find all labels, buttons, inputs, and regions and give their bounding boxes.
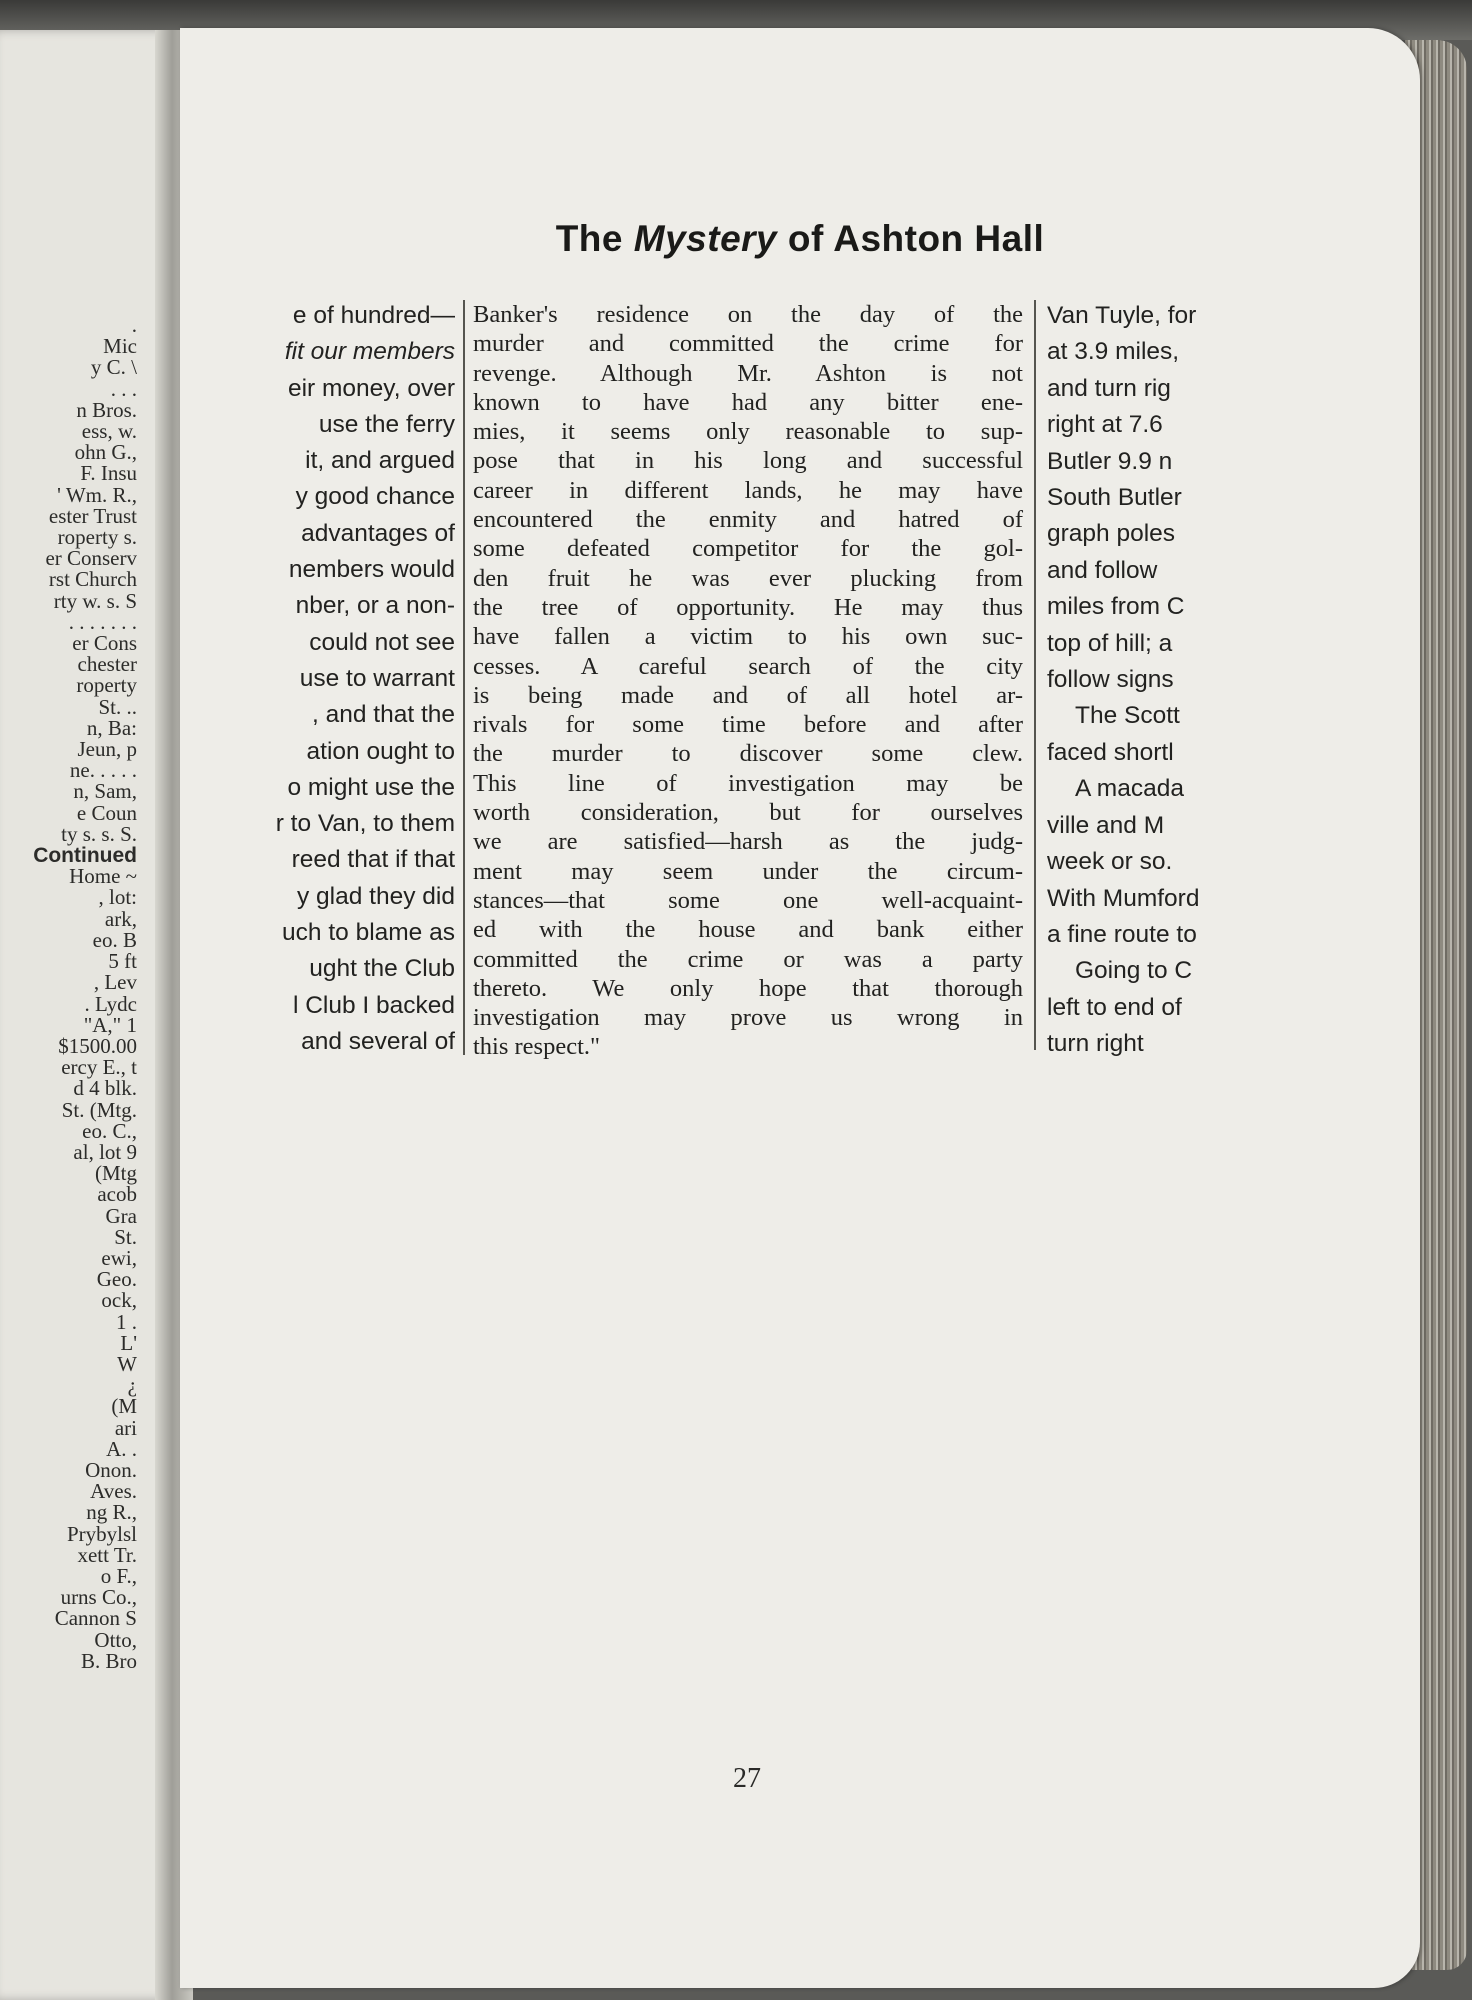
middle-column-line: cesses. A careful search of the city bbox=[473, 652, 1023, 680]
left-column-line: reed that if that bbox=[291, 846, 455, 874]
middle-column-line: This line of investigation may be bbox=[473, 769, 1023, 797]
left-page-line: ercy E., t bbox=[61, 1055, 137, 1080]
left-column-line: ught the Club bbox=[309, 955, 455, 983]
middle-text-column bbox=[473, 300, 1023, 1062]
left-page-line: ewi, bbox=[101, 1245, 137, 1270]
title-italic-word: Mystery bbox=[633, 218, 778, 259]
left-page-line: St. bbox=[114, 1224, 137, 1249]
left-page-line: L' bbox=[120, 1330, 137, 1355]
left-column-line: use the ferry bbox=[318, 410, 455, 438]
left-page-line: ng R., bbox=[86, 1500, 137, 1525]
middle-column-line: den fruit he was ever plucking from bbox=[473, 564, 1023, 592]
left-page-line: , lot: bbox=[98, 885, 137, 910]
left-page-line: . bbox=[131, 313, 137, 337]
left-page-line: Cannon S bbox=[54, 1606, 137, 1631]
left-column-line: l Club I backed bbox=[292, 991, 455, 1019]
middle-column-line: have fallen a victim to his own suc- bbox=[473, 623, 1023, 651]
left-page-line: St. (Mtg. bbox=[61, 1097, 137, 1122]
left-column-line: use to warrant bbox=[299, 664, 455, 692]
left-column-line: r to Van, to them bbox=[275, 810, 455, 838]
middle-column-line: is being made and of all hotel ar- bbox=[473, 681, 1023, 709]
middle-column-line: the murder to discover some clew. bbox=[473, 740, 1023, 768]
left-page-text-column bbox=[0, 315, 137, 1672]
right-column-line: top of hill; a bbox=[1047, 629, 1173, 657]
middle-column-line: mies, it seems only reasonable to sup- bbox=[473, 418, 1023, 446]
left-page-line: , Lev bbox=[93, 970, 137, 995]
right-column-line: left to end of bbox=[1047, 993, 1182, 1021]
left-page-line: xett Tr. bbox=[77, 1542, 137, 1567]
left-page-line: Jeun, p bbox=[77, 737, 137, 762]
left-page-line: ' Wm. R., bbox=[57, 482, 137, 507]
right-column-line: and follow bbox=[1047, 556, 1158, 584]
left-page-line: y C. \ bbox=[90, 355, 137, 380]
right-column-line: The Scott bbox=[1075, 702, 1180, 730]
left-page-line: o F., bbox=[100, 1563, 137, 1588]
left-column-line: ation ought to bbox=[306, 737, 455, 765]
column-rule-left bbox=[463, 300, 465, 1055]
middle-column-line: pose that in his long and successful bbox=[473, 447, 1023, 475]
left-page-line: er Conserv bbox=[45, 546, 137, 571]
title-prefix: The bbox=[555, 218, 634, 259]
left-page-line: n, Ba: bbox=[86, 715, 137, 740]
right-text-column bbox=[1047, 298, 1207, 1063]
right-column-line: miles from C bbox=[1047, 593, 1185, 621]
left-column-line: could not see bbox=[309, 628, 455, 656]
left-page-line: "A," 1 bbox=[83, 1012, 137, 1037]
left-page-line: (M bbox=[111, 1394, 137, 1419]
left-page-line: ark, bbox=[104, 906, 137, 931]
left-page-line: roperty s. bbox=[57, 525, 137, 550]
right-column-line: South Butler bbox=[1047, 484, 1182, 512]
left-page-line: al, lot 9 bbox=[73, 1139, 137, 1164]
middle-column-line: ed with the house and bank either bbox=[473, 916, 1023, 944]
left-page-line: A. . bbox=[106, 1436, 137, 1461]
left-page-line: (Mtg bbox=[95, 1161, 137, 1186]
right-column-line: a fine route to bbox=[1047, 920, 1197, 948]
left-column-line: nembers would bbox=[288, 556, 455, 584]
left-page-line: eo. B bbox=[92, 927, 137, 952]
middle-column-line: known to have had any bitter ene- bbox=[473, 388, 1023, 416]
left-page-line: 1 . bbox=[116, 1309, 137, 1334]
left-page-line: Otto, bbox=[94, 1627, 137, 1652]
left-page-line: eo. C., bbox=[82, 1118, 137, 1143]
right-column-line: A macada bbox=[1075, 775, 1184, 803]
left-page-line: ne. . . . . bbox=[69, 758, 137, 783]
left-page-line: Aves. bbox=[90, 1479, 137, 1504]
left-page-line: St. .. bbox=[98, 694, 137, 719]
left-page-line: Mic bbox=[103, 334, 137, 359]
right-column-line: right at 7.6 bbox=[1047, 411, 1163, 439]
right-column-line: turn right bbox=[1047, 1030, 1144, 1058]
left-column-line: fit our members bbox=[284, 338, 455, 366]
left-page-line: er Cons bbox=[72, 631, 137, 656]
right-column-line: faced shortl bbox=[1047, 738, 1174, 766]
left-column-line: uch to blame as bbox=[282, 919, 455, 947]
left-page-line: B. Bro bbox=[80, 1648, 137, 1673]
left-page-line: Home ~ bbox=[69, 864, 137, 889]
left-page-line: e Coun bbox=[76, 800, 137, 825]
left-page-line: Gra bbox=[105, 1203, 137, 1228]
left-page-line: Continued bbox=[33, 844, 137, 868]
right-column-line: Van Tuyle, for bbox=[1047, 302, 1197, 329]
right-column-line: and turn rig bbox=[1047, 374, 1171, 402]
right-column-line: at 3.9 miles, bbox=[1047, 338, 1180, 366]
left-page-line: acob bbox=[97, 1182, 137, 1207]
left-page-line: F. Insu bbox=[80, 461, 137, 486]
middle-column-line: Banker's residence on the day of the bbox=[473, 301, 1023, 328]
left-page-line: rty w. s. S bbox=[53, 588, 137, 613]
middle-column-line: thereto. We only hope that thorough bbox=[473, 974, 1023, 1002]
page-title bbox=[180, 218, 1420, 260]
left-page-line: W bbox=[117, 1351, 137, 1376]
left-page-line: ty s. s. S. bbox=[61, 821, 137, 846]
right-column-line: With Mumford bbox=[1047, 884, 1200, 912]
middle-column-line: investigation may prove us wrong in bbox=[473, 1004, 1023, 1032]
left-page-line: roperty bbox=[76, 673, 137, 698]
left-text-column bbox=[210, 298, 455, 1060]
middle-column-line: encountered the enmity and hatred of bbox=[473, 506, 1023, 534]
left-page-line: urns Co., bbox=[60, 1585, 137, 1610]
column-rule-right bbox=[1034, 300, 1036, 1050]
title-suffix: of Ashton Hall bbox=[777, 218, 1045, 259]
middle-column-line: worth consideration, but for ourselves bbox=[473, 799, 1023, 827]
left-page-line: ohn G., bbox=[74, 440, 137, 465]
right-column-line: follow signs bbox=[1047, 666, 1174, 694]
right-column-line: graph poles bbox=[1047, 520, 1176, 548]
middle-column-line: revenge. Although Mr. Ashton is not bbox=[473, 359, 1023, 387]
left-page-line: ester Trust bbox=[48, 503, 137, 528]
left-column-line: y glad they did bbox=[297, 882, 455, 910]
middle-column-line: stances—that some one well-acquaint- bbox=[473, 886, 1023, 914]
middle-column-line: career in different lands, he may have bbox=[473, 476, 1023, 504]
left-page-line: n, Sam, bbox=[73, 779, 137, 804]
left-page-line: ¿ bbox=[127, 1373, 137, 1398]
left-page-fragment bbox=[0, 30, 175, 2000]
middle-column-line: committed the crime or was a party bbox=[473, 945, 1023, 973]
left-page-line: $1500.00 bbox=[58, 1033, 137, 1058]
left-page-line: . . . bbox=[110, 376, 137, 401]
left-page-line: Prybylsl bbox=[66, 1521, 137, 1546]
left-column-line: nber, or a non- bbox=[295, 592, 455, 620]
middle-column-line: murder and committed the crime for bbox=[473, 330, 1023, 358]
left-page-line: chester bbox=[77, 652, 137, 677]
left-page-line: d 4 blk. bbox=[73, 1076, 137, 1101]
left-column-line: o might use the bbox=[287, 773, 455, 801]
left-column-line: e of hundred— bbox=[292, 302, 455, 329]
left-page-line: ari bbox=[114, 1415, 137, 1440]
left-page-line: . Lydc bbox=[84, 991, 137, 1016]
left-column-line: eir money, over bbox=[287, 374, 455, 402]
left-column-line: advantages of bbox=[301, 519, 455, 547]
left-page-line: n Bros. bbox=[76, 397, 137, 422]
middle-column-line: ment may seem under the circum- bbox=[473, 857, 1023, 885]
right-column-line: Butler 9.9 n bbox=[1047, 447, 1173, 475]
right-column-line: ville and M bbox=[1047, 811, 1165, 839]
left-page-line: . . . . . . . bbox=[68, 609, 137, 634]
left-column-line: , and that the bbox=[311, 701, 455, 729]
left-page-line: ess, w. bbox=[81, 419, 137, 444]
middle-column-line: the tree of opportunity. He may thus bbox=[473, 593, 1023, 621]
left-column-line: it, and argued bbox=[305, 447, 455, 475]
middle-column-line: rivals for some time before and after bbox=[473, 711, 1023, 739]
middle-column-line: we are satisfied—harsh as the judg- bbox=[473, 828, 1023, 856]
left-page-line: 5 ft bbox=[108, 949, 137, 974]
middle-column-line: some defeated competitor for the gol- bbox=[473, 535, 1023, 563]
left-page-line: Onon. bbox=[85, 1457, 137, 1482]
left-column-line: y good chance bbox=[295, 483, 455, 511]
left-page-line: rst Church bbox=[48, 567, 137, 592]
middle-column-line: this respect." bbox=[473, 1033, 601, 1061]
left-page-line: Geo. bbox=[96, 1267, 137, 1292]
left-page-line: ock, bbox=[101, 1288, 137, 1313]
right-column-line: Going to C bbox=[1075, 957, 1193, 985]
left-column-line: and several of bbox=[301, 1027, 455, 1055]
right-column-line: week or so. bbox=[1047, 848, 1173, 876]
page-number: 27 bbox=[733, 1763, 761, 1794]
